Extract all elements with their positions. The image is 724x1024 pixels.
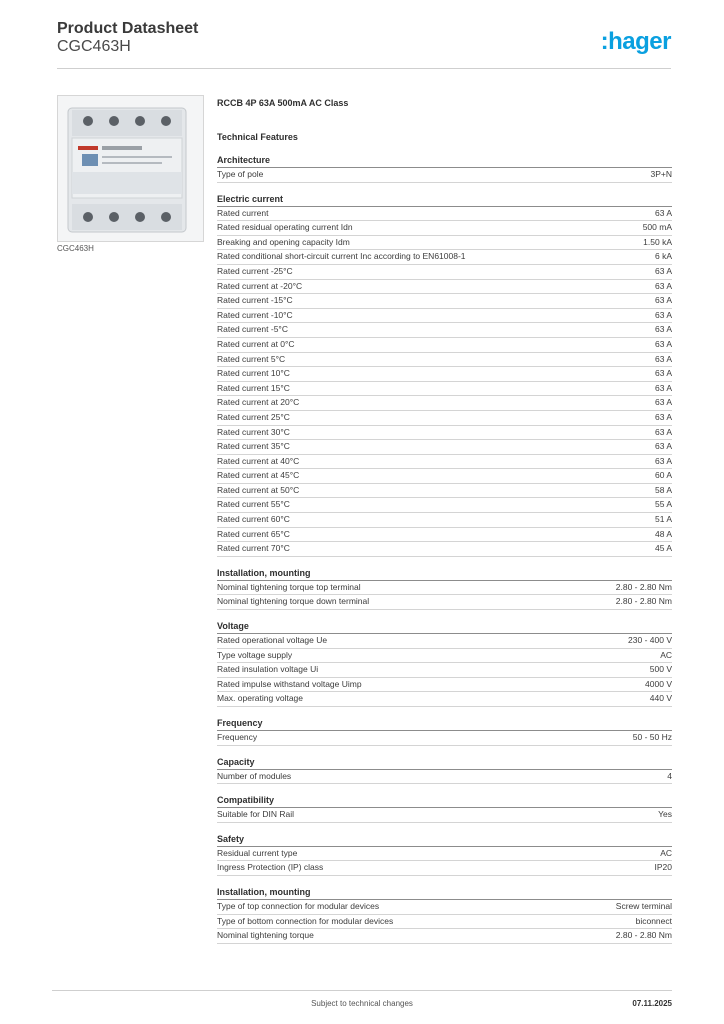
feature-section xyxy=(217,886,672,944)
feature-row xyxy=(217,595,672,610)
feature-value: 63 A xyxy=(654,353,672,364)
feature-label: Type of pole xyxy=(217,169,264,179)
section-title: Safety xyxy=(217,833,672,847)
page-header xyxy=(57,20,671,68)
feature-row xyxy=(217,426,672,441)
feature-row xyxy=(217,692,672,707)
feature-row xyxy=(217,280,672,295)
feature-row xyxy=(217,649,672,664)
feature-row xyxy=(217,168,672,183)
feature-row xyxy=(217,678,672,693)
feature-value: 48 A xyxy=(654,528,672,539)
feature-label: Rated current at 45°C xyxy=(217,470,300,481)
feature-row xyxy=(217,338,672,353)
feature-label: Nominal tightening torque down terminal xyxy=(217,596,370,607)
section-title: Installation, mounting xyxy=(217,886,672,900)
feature-value: 500 V xyxy=(649,664,672,675)
feature-value: 63 A xyxy=(654,207,672,218)
feature-section xyxy=(217,794,672,823)
feature-value: 6 kA xyxy=(654,251,672,262)
feature-section xyxy=(217,620,672,707)
feature-label: Rated current -25°C xyxy=(217,265,293,276)
feature-row xyxy=(217,294,672,309)
feature-row xyxy=(217,455,672,470)
product-image-caption: CGC463H xyxy=(57,244,94,253)
feature-label: Rated current 70°C xyxy=(217,543,290,554)
feature-row xyxy=(217,847,672,862)
feature-value: AC xyxy=(660,847,672,858)
product-image xyxy=(57,95,204,242)
feature-label: Rated current at 40°C xyxy=(217,455,300,466)
feature-section xyxy=(217,193,672,557)
feature-value: 2.80 - 2.80 Nm xyxy=(615,596,672,607)
feature-value: 3P+N xyxy=(650,169,672,179)
feature-row xyxy=(217,808,672,823)
feature-value: 2.80 - 2.80 Nm xyxy=(615,930,672,941)
document-title: Product Datasheet xyxy=(57,20,199,37)
feature-row xyxy=(217,900,672,915)
feature-row xyxy=(217,382,672,397)
feature-label: Rated current 25°C xyxy=(217,411,290,422)
feature-row xyxy=(217,353,672,368)
feature-row xyxy=(217,929,672,944)
feature-row xyxy=(217,581,672,596)
feature-value: 500 mA xyxy=(642,222,672,233)
footer-date: 07.11.2025 xyxy=(632,999,672,1008)
feature-value: 63 A xyxy=(654,441,672,452)
section-title: Electric current xyxy=(217,193,672,207)
feature-row xyxy=(217,367,672,382)
logo-colon-icon: : xyxy=(600,28,609,55)
feature-label: Rated current 55°C xyxy=(217,499,290,510)
feature-row xyxy=(217,250,672,265)
feature-row xyxy=(217,469,672,484)
feature-value: 63 A xyxy=(654,280,672,291)
feature-value: biconnect xyxy=(635,915,672,926)
feature-label: Breaking and opening capacity Idm xyxy=(217,236,350,247)
technical-features-title: Technical Features xyxy=(217,132,298,142)
footer-divider xyxy=(52,990,672,991)
feature-label: Rated current -15°C xyxy=(217,295,293,306)
section-title: Architecture xyxy=(217,154,672,168)
feature-value: 60 A xyxy=(654,470,672,481)
feature-row xyxy=(217,770,672,785)
feature-label: Rated current 60°C xyxy=(217,514,290,525)
feature-label: Rated current at 0°C xyxy=(217,338,295,349)
feature-value: 63 A xyxy=(654,338,672,349)
feature-row xyxy=(217,513,672,528)
feature-row xyxy=(217,440,672,455)
feature-value: 63 A xyxy=(654,397,672,408)
feature-row xyxy=(217,309,672,324)
feature-row xyxy=(217,484,672,499)
feature-sections xyxy=(217,154,672,944)
feature-value: 63 A xyxy=(654,382,672,393)
feature-row xyxy=(217,542,672,557)
feature-value: Screw terminal xyxy=(615,900,672,911)
feature-label: Frequency xyxy=(217,732,258,742)
feature-label: Ingress Protection (IP) class xyxy=(217,862,324,873)
feature-row xyxy=(217,411,672,426)
feature-section xyxy=(217,756,672,785)
logo-text: hager xyxy=(608,28,671,55)
section-title: Voltage xyxy=(217,620,672,634)
feature-label: Rated current 30°C xyxy=(217,426,290,437)
feature-value: 51 A xyxy=(654,514,672,525)
feature-label: Nominal tightening torque xyxy=(217,930,314,941)
feature-value: 55 A xyxy=(654,499,672,510)
feature-value: 230 - 400 V xyxy=(628,635,672,646)
feature-row xyxy=(217,663,672,678)
feature-value: AC xyxy=(660,649,672,660)
feature-label: Max. operating voltage xyxy=(217,693,303,704)
feature-row xyxy=(217,221,672,236)
header-divider xyxy=(57,68,671,69)
feature-label: Number of modules xyxy=(217,770,292,781)
feature-label: Rated current 10°C xyxy=(217,368,290,379)
feature-value: 440 V xyxy=(649,693,672,704)
hager-logo xyxy=(601,28,671,56)
feature-value: 58 A xyxy=(654,484,672,495)
rccb-device-icon xyxy=(58,96,203,241)
feature-value: 63 A xyxy=(654,368,672,379)
feature-value: 63 A xyxy=(654,309,672,320)
feature-value: 63 A xyxy=(654,455,672,466)
section-title: Capacity xyxy=(217,756,672,770)
datasheet-content xyxy=(217,96,672,944)
feature-label: Rated current -10°C xyxy=(217,309,293,320)
feature-row xyxy=(217,861,672,876)
feature-row xyxy=(217,634,672,649)
feature-label: Rated current -5°C xyxy=(217,324,288,335)
footer-note: Subject to technical changes xyxy=(311,999,413,1008)
product-description: RCCB 4P 63A 500mA AC Class xyxy=(217,98,349,108)
product-reference: CGC463H xyxy=(57,38,131,55)
feature-row xyxy=(217,731,672,746)
feature-row xyxy=(217,498,672,513)
feature-row xyxy=(217,323,672,338)
feature-label: Rated current at 20°C xyxy=(217,397,300,408)
feature-label: Type of bottom connection for modular devices xyxy=(217,915,394,926)
feature-value: 63 A xyxy=(654,265,672,276)
section-title: Installation, mounting xyxy=(217,567,672,581)
feature-value: 4000 V xyxy=(645,678,672,689)
feature-label: Rated residual operating current Idn xyxy=(217,222,353,233)
feature-label: Suitable for DIN Rail xyxy=(217,809,295,820)
feature-row xyxy=(217,265,672,280)
feature-value: 4 xyxy=(667,770,672,781)
feature-value: 63 A xyxy=(654,295,672,306)
feature-label: Rated current 5°C xyxy=(217,353,286,364)
feature-value: 63 A xyxy=(654,426,672,437)
feature-value: 1.50 kA xyxy=(643,236,672,247)
feature-label: Rated current 35°C xyxy=(217,441,290,452)
feature-value: Yes xyxy=(658,809,672,820)
feature-row xyxy=(217,528,672,543)
feature-label: Rated conditional short-circuit current Inc according to EN61008-1 xyxy=(217,251,466,262)
feature-label: Nominal tightening torque top terminal xyxy=(217,581,361,592)
feature-value: 50 - 50 Hz xyxy=(632,732,672,742)
feature-value: 45 A xyxy=(654,543,672,554)
feature-row xyxy=(217,396,672,411)
section-title: Frequency xyxy=(217,717,672,731)
feature-row xyxy=(217,207,672,222)
feature-label: Rated impulse withstand voltage Uimp xyxy=(217,678,362,689)
feature-label: Rated current at -20°C xyxy=(217,280,303,291)
feature-label: Rated current 15°C xyxy=(217,382,290,393)
feature-row xyxy=(217,915,672,930)
feature-section xyxy=(217,717,672,746)
feature-label: Rated current 65°C xyxy=(217,528,290,539)
feature-section xyxy=(217,567,672,610)
feature-label: Type voltage supply xyxy=(217,649,293,660)
feature-section xyxy=(217,154,672,183)
feature-label: Type of top connection for modular devices xyxy=(217,900,380,911)
feature-value: 63 A xyxy=(654,324,672,335)
feature-label: Residual current type xyxy=(217,847,298,858)
feature-value: 63 A xyxy=(654,411,672,422)
feature-value: 2.80 - 2.80 Nm xyxy=(615,581,672,592)
feature-label: Rated operational voltage Ue xyxy=(217,635,328,646)
feature-label: Rated insulation voltage Ui xyxy=(217,664,319,675)
feature-value: IP20 xyxy=(654,862,672,873)
feature-label: Rated current at 50°C xyxy=(217,484,300,495)
feature-row xyxy=(217,236,672,251)
feature-label: Rated current xyxy=(217,207,269,218)
feature-section xyxy=(217,833,672,876)
section-title: Compatibility xyxy=(217,794,672,808)
